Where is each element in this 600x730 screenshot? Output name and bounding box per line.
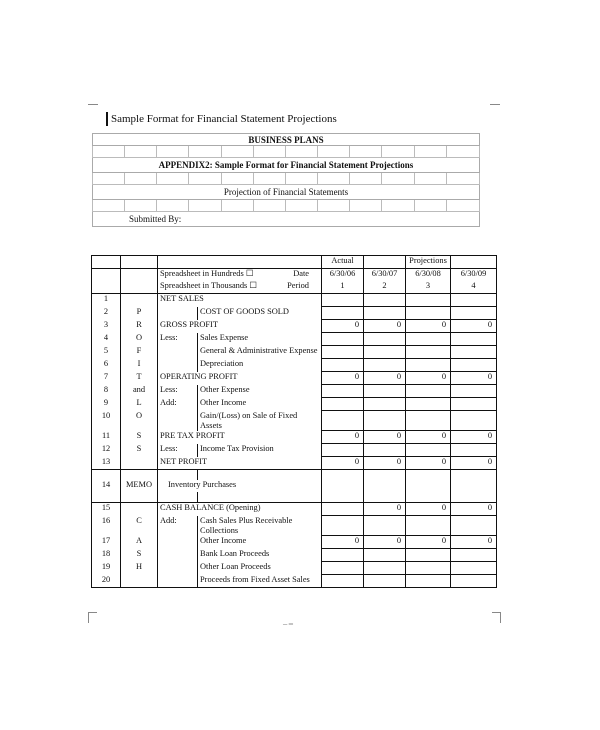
row-number: 7 (92, 372, 121, 385)
value-cell: 0 (451, 503, 497, 516)
table-cell (158, 411, 198, 431)
table-cell (364, 470, 406, 481)
row-label: Less: (158, 385, 198, 398)
table-cell (121, 269, 158, 282)
row-sub-label: Other Loan Proceeds (198, 562, 322, 575)
row-code: H (121, 562, 158, 575)
table-cell (406, 480, 451, 492)
table-row (92, 372, 497, 385)
crop-mark-bottom-right (492, 612, 501, 623)
table-row (92, 444, 497, 457)
row-sub-label: Bank Loan Proceeds (198, 549, 322, 562)
value-cell (364, 444, 406, 457)
value-cell (406, 385, 451, 398)
row-number: 14 (92, 480, 121, 492)
table-cell (158, 575, 198, 588)
table-row (92, 411, 497, 431)
row-number: 15 (92, 503, 121, 516)
value-cell (451, 359, 497, 372)
table-row (92, 470, 497, 481)
period-cell: 4 (451, 281, 497, 294)
projections-header: Projections (406, 256, 451, 269)
table-cell (451, 256, 497, 269)
table-cell (158, 562, 198, 575)
table-cell (158, 346, 198, 359)
date-cell: 6/30/06 (322, 269, 364, 282)
header-line-projection: Projection of Financial Statements (93, 185, 480, 200)
table-row (92, 359, 497, 372)
table-cell (158, 470, 198, 481)
row-number: 4 (92, 333, 121, 346)
table-row (92, 320, 497, 333)
value-cell: 0 (451, 372, 497, 385)
table-cell (451, 480, 497, 492)
value-cell: 0 (451, 457, 497, 470)
row-sub-label: Other Income (198, 398, 322, 411)
table-row (92, 256, 497, 269)
value-cell: 0 (322, 320, 364, 333)
actual-header: Actual (322, 256, 364, 269)
value-cell: 0 (451, 320, 497, 333)
value-cell (364, 333, 406, 346)
value-cell (406, 294, 451, 307)
row-number: 9 (92, 398, 121, 411)
table-cell (121, 492, 158, 503)
row-code: and (121, 385, 158, 398)
row-code: R (121, 320, 158, 333)
value-cell: 0 (322, 431, 364, 444)
table-cell (158, 549, 198, 562)
row-label: Add: (158, 398, 198, 411)
table-cell (198, 492, 322, 503)
row-sub-label: Sales Expense (198, 333, 322, 346)
page-footer: ─ ═ (283, 622, 294, 628)
value-cell: 0 (406, 503, 451, 516)
table-cell (198, 470, 322, 481)
row-number: 11 (92, 431, 121, 444)
value-cell: 0 (406, 457, 451, 470)
row-code: MEMO (121, 480, 158, 492)
value-cell (322, 385, 364, 398)
date-cell: 6/30/07 (364, 269, 406, 282)
value-cell: 0 (451, 536, 497, 549)
table-cell (364, 480, 406, 492)
period-label: Period (287, 281, 309, 290)
date-cell: 6/30/08 (406, 269, 451, 282)
row-sub-label: Other Expense (198, 385, 322, 398)
row-number: 10 (92, 411, 121, 431)
row-code: P (121, 307, 158, 320)
row-label: NET PROFIT (158, 457, 322, 470)
value-cell (406, 444, 451, 457)
date-cell: 6/30/09 (451, 269, 497, 282)
table-cell (158, 256, 322, 269)
hundreds-label: Date Spreadsheet in Hundreds ☐ (158, 269, 322, 282)
value-cell (406, 562, 451, 575)
row-number: 13 (92, 457, 121, 470)
value-cell (406, 549, 451, 562)
row-code: O (121, 411, 158, 431)
value-cell: 0 (364, 320, 406, 333)
value-cell: 0 (406, 320, 451, 333)
value-cell (364, 575, 406, 588)
value-cell (364, 411, 406, 431)
table-row (92, 333, 497, 346)
table-cell (121, 281, 158, 294)
row-code: F (121, 346, 158, 359)
row-number: 12 (92, 444, 121, 457)
table-row (92, 269, 497, 282)
table-cell (451, 492, 497, 503)
value-cell (364, 549, 406, 562)
value-cell (406, 359, 451, 372)
value-cell: 0 (406, 536, 451, 549)
value-cell (364, 562, 406, 575)
row-code: C (121, 516, 158, 536)
value-cell: 0 (364, 457, 406, 470)
value-cell (364, 359, 406, 372)
row-code: S (121, 444, 158, 457)
value-cell (451, 294, 497, 307)
value-cell (451, 307, 497, 320)
row-label: CASH BALANCE (Opening) (158, 503, 322, 516)
value-cell (406, 575, 451, 588)
table-cell (364, 256, 406, 269)
period-cell: 1 (322, 281, 364, 294)
table-cell (406, 470, 451, 481)
table-row (92, 549, 497, 562)
table-row (92, 294, 497, 307)
row-code: O (121, 333, 158, 346)
value-cell (451, 549, 497, 562)
value-cell (322, 307, 364, 320)
value-cell (451, 385, 497, 398)
value-cell (451, 411, 497, 431)
row-number: 17 (92, 536, 121, 549)
table-cell (158, 536, 198, 549)
value-cell (322, 411, 364, 431)
header-line-submitted: Submitted By: (93, 212, 480, 227)
value-cell (322, 575, 364, 588)
value-cell (322, 562, 364, 575)
value-cell (322, 549, 364, 562)
value-cell (364, 398, 406, 411)
row-code (121, 294, 158, 307)
table-cell (121, 256, 158, 269)
row-sub-label: Depreciation (198, 359, 322, 372)
row-number: 20 (92, 575, 121, 588)
value-cell (322, 333, 364, 346)
value-cell (451, 575, 497, 588)
value-cell (364, 294, 406, 307)
row-sub-label: Income Tax Provision (198, 444, 322, 457)
value-cell (451, 398, 497, 411)
row-code: S (121, 549, 158, 562)
value-cell (406, 411, 451, 431)
value-cell (451, 562, 497, 575)
row-code: L (121, 398, 158, 411)
table-cell (92, 269, 121, 282)
table-row (92, 346, 497, 359)
value-cell (322, 398, 364, 411)
row-number: 18 (92, 549, 121, 562)
table-row (92, 398, 497, 411)
row-sub-label: General & Administrative Expense (198, 346, 322, 359)
row-code: T (121, 372, 158, 385)
table-cell (92, 256, 121, 269)
row-code (121, 575, 158, 588)
table-cell (92, 492, 121, 503)
row-code: I (121, 359, 158, 372)
value-cell (322, 346, 364, 359)
row-code (121, 457, 158, 470)
value-cell (364, 516, 406, 536)
table-cell (92, 470, 121, 481)
table-row (92, 281, 497, 294)
row-label: NET SALES (158, 294, 322, 307)
value-cell: 0 (322, 372, 364, 385)
table-cell (158, 492, 198, 503)
row-sub-label: Proceeds from Fixed Asset Sales (198, 575, 322, 588)
value-cell (451, 516, 497, 536)
row-number: 8 (92, 385, 121, 398)
row-number: 3 (92, 320, 121, 333)
row-sub-label: Cash Sales Plus Receivable Collections (198, 516, 322, 536)
row-sub-label: COST OF GOODS SOLD (198, 307, 322, 320)
value-cell (406, 307, 451, 320)
value-cell: 0 (364, 536, 406, 549)
thousands-label: Period Spreadsheet in Thousands ☐ (158, 281, 322, 294)
table-row (92, 431, 497, 444)
value-cell (451, 333, 497, 346)
table-row (92, 492, 497, 503)
value-cell (406, 398, 451, 411)
row-number: 1 (92, 294, 121, 307)
date-label: Date (293, 269, 309, 278)
table-row (92, 480, 497, 492)
crop-mark-top-left (88, 104, 98, 115)
value-cell (406, 333, 451, 346)
row-label: Less: (158, 333, 198, 346)
row-sub-label: Gain/(Loss) on Sale of Fixed Assets (198, 411, 322, 431)
table-cell (158, 359, 198, 372)
row-label: PRE TAX PROFIT (158, 431, 322, 444)
value-cell (406, 516, 451, 536)
value-cell: 0 (406, 372, 451, 385)
value-cell (364, 346, 406, 359)
row-label: GROSS PROFIT (158, 320, 322, 333)
table-row (92, 575, 497, 588)
value-cell: 0 (406, 431, 451, 444)
memo-label: Inventory Purchases (158, 480, 322, 492)
table-cell (121, 470, 158, 481)
row-number: 6 (92, 359, 121, 372)
table-cell (322, 492, 364, 503)
value-cell (364, 307, 406, 320)
value-cell (322, 294, 364, 307)
table-row (92, 457, 497, 470)
value-cell (406, 346, 451, 359)
table-row (92, 516, 497, 536)
value-cell: 0 (451, 431, 497, 444)
period-cell: 3 (406, 281, 451, 294)
value-cell (322, 359, 364, 372)
header-line-business-plans: BUSINESS PLANS (93, 134, 480, 146)
value-cell: 0 (364, 372, 406, 385)
row-sub-label: Other Income (198, 536, 322, 549)
row-code: A (121, 536, 158, 549)
value-cell (364, 385, 406, 398)
table-row (92, 536, 497, 549)
value-cell: 0 (322, 457, 364, 470)
table-row (92, 503, 497, 516)
table-row (92, 307, 497, 320)
table-cell (364, 492, 406, 503)
period-cell: 2 (364, 281, 406, 294)
row-code (121, 503, 158, 516)
row-number: 19 (92, 562, 121, 575)
header-table (92, 133, 480, 227)
value-cell (322, 516, 364, 536)
row-number: 2 (92, 307, 121, 320)
projection-table (91, 255, 497, 588)
table-cell (322, 480, 364, 492)
value-cell (322, 503, 364, 516)
table-row (92, 562, 497, 575)
table-cell (158, 307, 198, 320)
value-cell (451, 444, 497, 457)
row-label: Add: (158, 516, 198, 536)
value-cell: 0 (322, 536, 364, 549)
document-title: Sample Format for Financial Statement Projections (106, 112, 337, 126)
value-cell (451, 346, 497, 359)
table-cell (451, 470, 497, 481)
value-cell: 0 (364, 503, 406, 516)
table-cell (406, 492, 451, 503)
row-code: S (121, 431, 158, 444)
table-cell (322, 470, 364, 481)
crop-mark-bottom-left (88, 612, 97, 623)
row-number: 16 (92, 516, 121, 536)
value-cell (322, 444, 364, 457)
header-line-appendix: APPENDIX2: Sample Format for Financial Statement Projections (93, 158, 480, 173)
crop-mark-top-right (490, 104, 500, 115)
value-cell: 0 (364, 431, 406, 444)
row-label: Less: (158, 444, 198, 457)
row-number: 5 (92, 346, 121, 359)
table-cell (92, 281, 121, 294)
row-label: OPERATING PROFIT (158, 372, 322, 385)
table-row (92, 385, 497, 398)
